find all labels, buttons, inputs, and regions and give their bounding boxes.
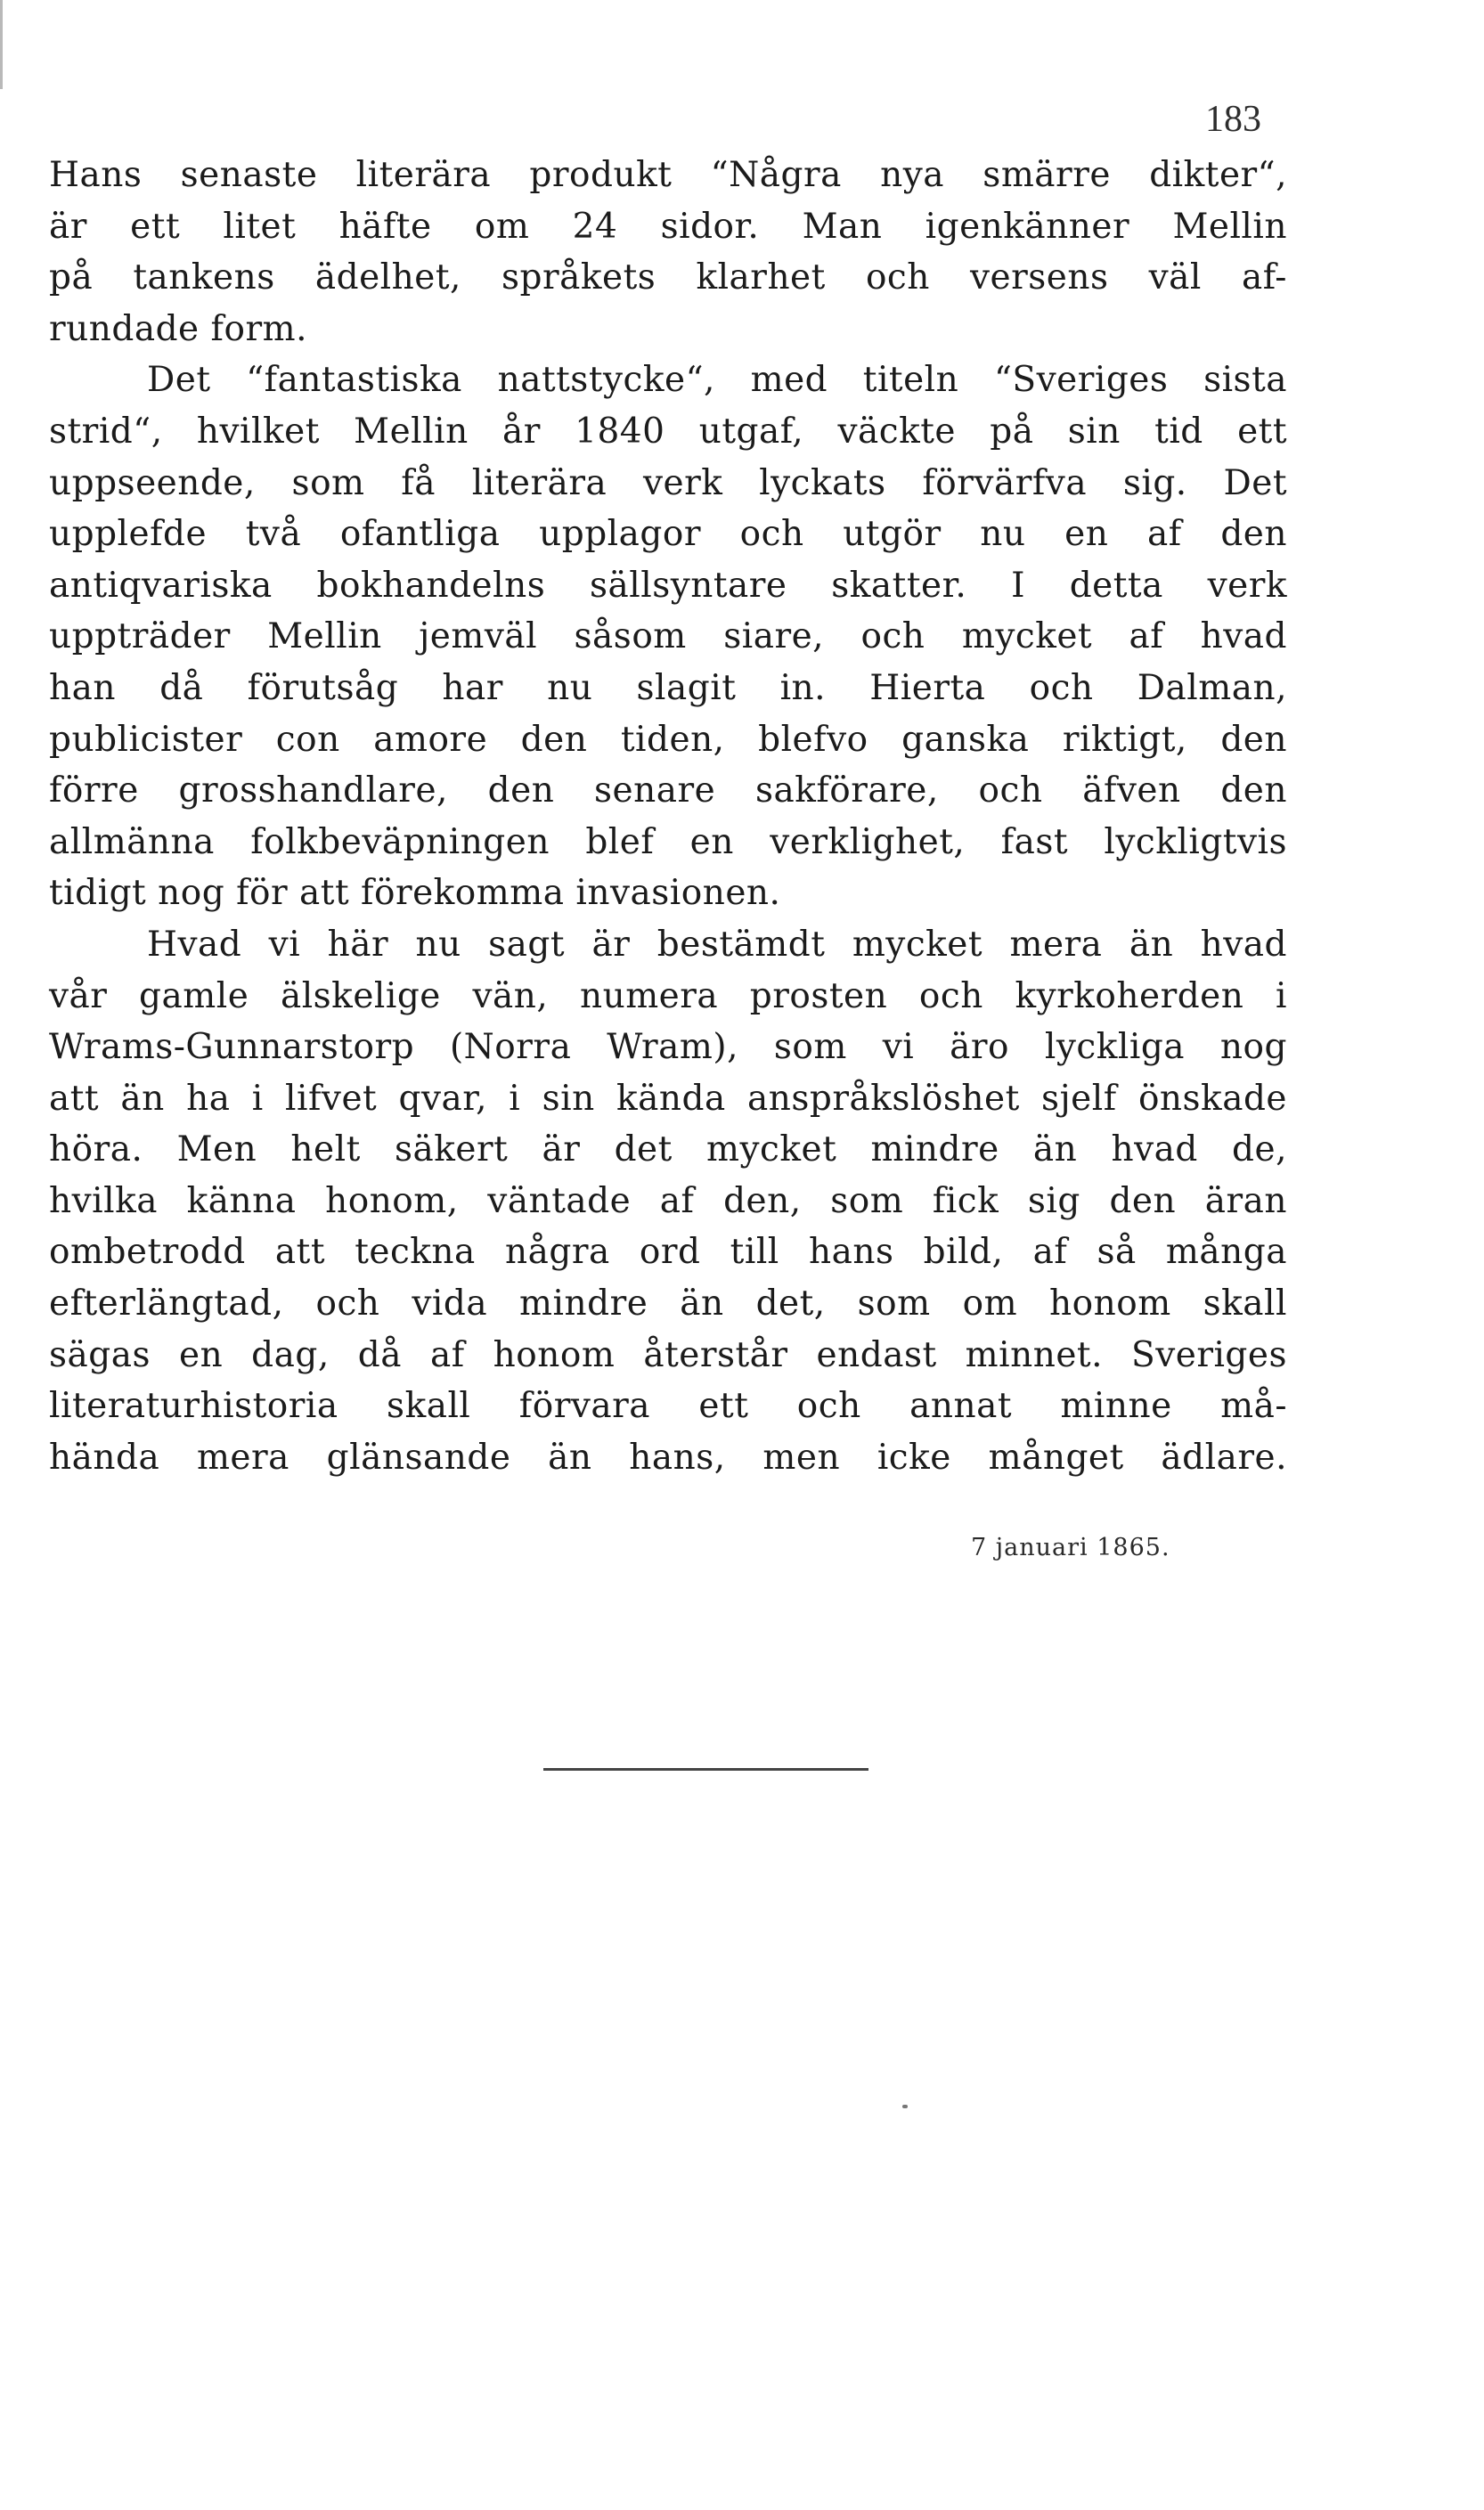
text-line: Hans senaste literära produkt “Några nya smärre dikter“, <box>49 155 1287 195</box>
text-line: vår gamle älskelige vän, numera prosten och kyrkoherden i <box>49 975 1287 1016</box>
text-line: han då förutsåg har nu slagit in. Hierta och Dalman, <box>49 667 1287 708</box>
text-line: att än ha i lifvet qvar, i sin kända anspråkslöshet sjelf önskade <box>49 1078 1287 1119</box>
text-line: Det “fantastiska nattstycke“, med titeln “Sveriges sista <box>147 360 1287 401</box>
text-line: efterlängtad, och vida mindre än det, som om honom skall <box>49 1284 1287 1324</box>
text-line: literaturhistoria skall förvara ett och annat minne må- <box>49 1386 1287 1427</box>
section-divider <box>543 1768 868 1771</box>
scan-speck <box>902 2105 908 2108</box>
text-line: Wrams-Gunnarstorp (Norra Wram), som vi äro lyckliga nog <box>49 1027 1287 1068</box>
text-line: sägas en dag, då af honom återstår endast minnet. Sveriges <box>49 1334 1287 1375</box>
text-line: förre grosshandlare, den senare sakförare, och äfven den <box>49 770 1287 811</box>
text-line: höra. Men helt säkert är det mycket mindre än hvad de, <box>49 1129 1287 1170</box>
text-line: är ett litet häfte om 24 sidor. Man igenkänner Mellin <box>49 206 1287 247</box>
text-line: upplefde två ofantliga upplagor och utgör nu en af den <box>49 514 1287 555</box>
body-text <box>49 150 1287 1483</box>
scan-edge-mark <box>0 0 3 89</box>
text-line: hvilka känna honom, väntade af den, som fick sig den äran <box>49 1180 1287 1221</box>
text-line: uppseende, som få literära verk lyckats förvärfva sig. Det <box>49 462 1287 503</box>
text-line: antiqvariska bokhandelns sällsyntare skatter. I detta verk <box>49 565 1287 606</box>
text-line: ombetrodd att teckna några ord till hans bild, af så många <box>49 1232 1287 1273</box>
text-line: allmänna folkbeväpningen blef en verklighet, fast lyckligtvis <box>49 821 1287 862</box>
text-line: rundade form. <box>49 308 307 349</box>
text-line: Hvad vi här nu sagt är bestämdt mycket mera än hvad <box>147 924 1287 965</box>
text-line: hända mera glänsande än hans, men icke månget ädlare. <box>49 1437 1287 1478</box>
text-line: uppträder Mellin jemväl såsom siare, och mycket af hvad <box>49 616 1287 657</box>
text-line: publicister con amore den tiden, blefvo ganska riktigt, den <box>49 719 1287 760</box>
text-line: tidigt nog för att förekomma invasionen. <box>49 873 781 914</box>
text-line: på tankens ädelhet, språkets klarhet och versens väl af- <box>49 257 1287 298</box>
date-line: 7 januari 1865. <box>971 1534 1170 1561</box>
text-line: strid“, hvilket Mellin år 1840 utgaf, väckte på sin tid ett <box>49 411 1287 452</box>
page-number: 183 <box>1205 99 1261 140</box>
